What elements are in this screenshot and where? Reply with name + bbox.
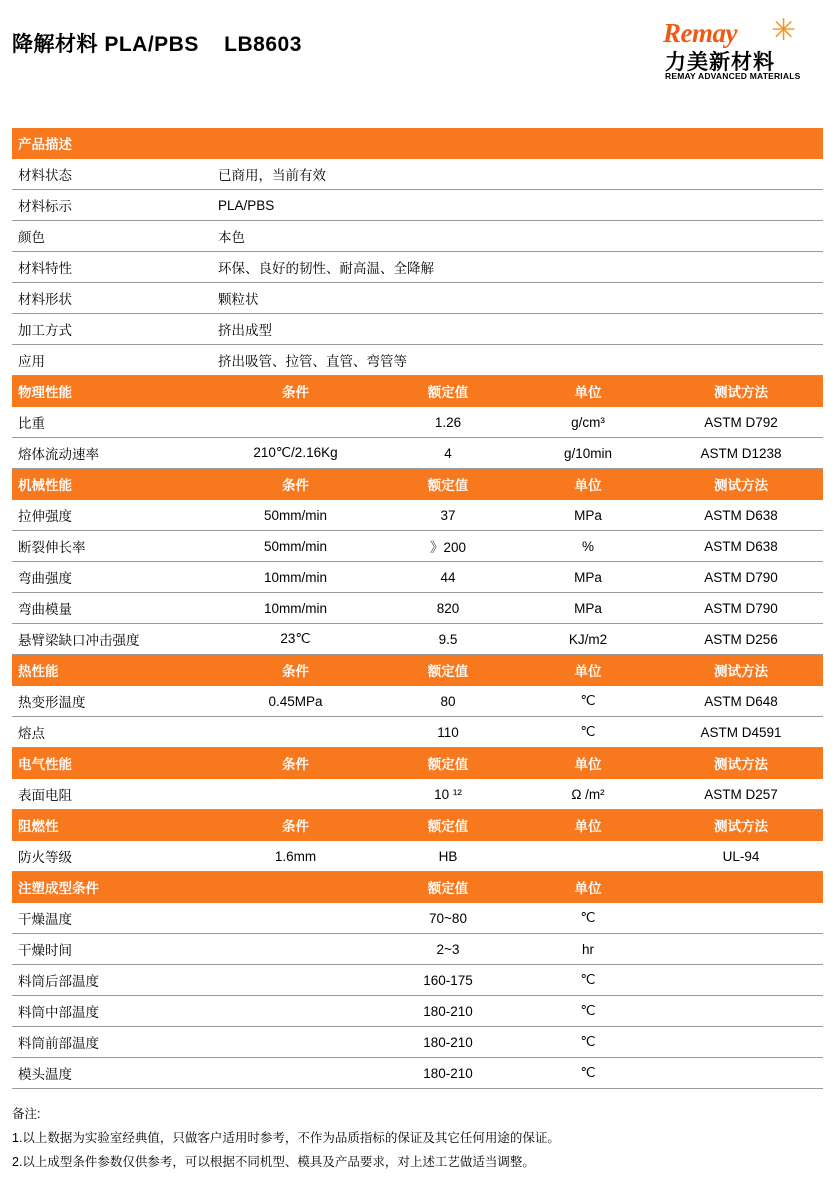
row-method [657, 965, 823, 996]
row-label: 模头温度 [12, 1058, 212, 1089]
row-label: 断裂伸长率 [12, 531, 212, 562]
row-label: 应用 [12, 345, 212, 376]
table-row [12, 283, 823, 314]
row-value: 160-175 [377, 965, 517, 996]
table-row [12, 314, 823, 345]
column-header-method: 测试方法 [657, 655, 823, 686]
row-label: 加工方式 [12, 314, 212, 345]
table-row [12, 903, 823, 934]
row-condition [212, 934, 377, 965]
row-unit: ℃ [517, 903, 657, 934]
section-title: 热性能 [12, 655, 212, 686]
section-title: 物理性能 [12, 376, 212, 407]
note-line: 2.以上成型条件参数仅供参考，可以根据不同机型、模具及产品要求，对上述工艺做适当调整。 [12, 1154, 535, 1169]
row-value: 180-210 [377, 1027, 517, 1058]
section-header-thermal-properties [12, 655, 823, 686]
page-header [0, 0, 837, 100]
column-header-condition: 条件 [212, 810, 377, 841]
section-title: 阻燃性 [12, 810, 212, 841]
section-header-mechanical-properties [12, 469, 823, 500]
row-value: 本色 [212, 221, 823, 252]
column-header-value: 额定值 [377, 655, 517, 686]
row-value: 颗粒状 [212, 283, 823, 314]
row-condition: 50mm/min [212, 531, 377, 562]
row-condition: 10mm/min [212, 593, 377, 624]
row-label: 比重 [12, 407, 212, 438]
column-header-value: 额定值 [377, 469, 517, 500]
section-header-electrical-properties [12, 748, 823, 779]
row-label: 材料标示 [12, 190, 212, 221]
column-header-condition: 条件 [212, 748, 377, 779]
row-value: 挤出成型 [212, 314, 823, 345]
row-unit: g/10min [517, 438, 657, 469]
row-unit: ℃ [517, 965, 657, 996]
row-condition [212, 717, 377, 748]
row-label: 料筒中部温度 [12, 996, 212, 1027]
row-value: 80 [377, 686, 517, 717]
table-row [12, 407, 823, 438]
row-label: 防火等级 [12, 841, 212, 872]
row-value: 820 [377, 593, 517, 624]
column-header-unit: 单位 [517, 748, 657, 779]
column-header-condition: 条件 [212, 469, 377, 500]
table-row [12, 1027, 823, 1058]
column-header-value: 额定值 [377, 376, 517, 407]
row-condition [212, 407, 377, 438]
column-header-value: 额定值 [377, 748, 517, 779]
column-header-unit: 单位 [517, 469, 657, 500]
table-row [12, 190, 823, 221]
row-condition: 1.6mm [212, 841, 377, 872]
table-row [12, 779, 823, 810]
row-method [657, 934, 823, 965]
row-method: ASTM D257 [657, 779, 823, 810]
row-label: 熔点 [12, 717, 212, 748]
row-label: 材料特性 [12, 252, 212, 283]
row-label: 材料形状 [12, 283, 212, 314]
row-unit: ℃ [517, 717, 657, 748]
table-row [12, 717, 823, 748]
row-value: 180-210 [377, 1058, 517, 1089]
column-header-method: 测试方法 [657, 810, 823, 841]
row-condition: 23℃ [212, 624, 377, 655]
row-method [657, 996, 823, 1027]
section-title: 电气性能 [12, 748, 212, 779]
page-title: 降解材料 PLA/PBS LB8603 [12, 33, 302, 56]
row-value: 4 [377, 438, 517, 469]
section-header-product-description [12, 128, 823, 159]
table-row [12, 624, 823, 655]
logo-english-name: REMAY ADVANCED MATERIALS [665, 71, 801, 81]
row-condition: 0.45MPa [212, 686, 377, 717]
section-title: 产品描述 [12, 128, 823, 159]
logo-brand-text: Remay [663, 18, 737, 48]
row-unit: KJ/m2 [517, 624, 657, 655]
specification-table [12, 128, 823, 1089]
row-value: 180-210 [377, 996, 517, 1027]
row-value: 环保、良好的韧性、耐高温、全降解 [212, 252, 823, 283]
row-condition [212, 779, 377, 810]
row-condition: 10mm/min [212, 562, 377, 593]
row-unit: MPa [517, 593, 657, 624]
row-method: ASTM D256 [657, 624, 823, 655]
column-header-method: 测试方法 [657, 748, 823, 779]
row-unit: ℃ [517, 996, 657, 1027]
row-method: ASTM D638 [657, 531, 823, 562]
row-unit: hr [517, 934, 657, 965]
row-label: 材料状态 [12, 159, 212, 190]
star-icon: ✳ [771, 14, 797, 47]
row-label: 颜色 [12, 221, 212, 252]
section-header-physical-properties [12, 376, 823, 407]
row-value: PLA/PBS [212, 190, 823, 221]
row-label: 料筒前部温度 [12, 1027, 212, 1058]
row-method: ASTM D4591 [657, 717, 823, 748]
company-logo [659, 16, 819, 82]
table-row [12, 593, 823, 624]
row-unit: MPa [517, 562, 657, 593]
column-header-condition: 条件 [212, 655, 377, 686]
row-label: 弯曲强度 [12, 562, 212, 593]
notes-title: 备注: [12, 1107, 41, 1121]
table-row [12, 965, 823, 996]
table-row [12, 345, 823, 376]
row-value: 10 ¹² [377, 779, 517, 810]
row-method: ASTM D790 [657, 562, 823, 593]
column-header-unit: 单位 [517, 655, 657, 686]
table-row [12, 159, 823, 190]
column-header-method: 测试方法 [657, 376, 823, 407]
table-row [12, 531, 823, 562]
row-value: 37 [377, 500, 517, 531]
row-label: 拉伸强度 [12, 500, 212, 531]
row-unit: % [517, 531, 657, 562]
table-row [12, 438, 823, 469]
row-unit: MPa [517, 500, 657, 531]
notes-section [12, 1103, 825, 1174]
row-condition [212, 965, 377, 996]
table-row [12, 841, 823, 872]
row-method: ASTM D792 [657, 407, 823, 438]
row-unit: ℃ [517, 1027, 657, 1058]
table-row [12, 562, 823, 593]
row-label: 料筒后部温度 [12, 965, 212, 996]
row-unit: Ω /m² [517, 779, 657, 810]
row-unit [517, 841, 657, 872]
row-label: 热变形温度 [12, 686, 212, 717]
row-value: 70~80 [377, 903, 517, 934]
row-label: 弯曲模量 [12, 593, 212, 624]
section-title: 机械性能 [12, 469, 212, 500]
row-unit: g/cm³ [517, 407, 657, 438]
table-row [12, 221, 823, 252]
table-row [12, 934, 823, 965]
row-method [657, 1027, 823, 1058]
row-unit: ℃ [517, 1058, 657, 1089]
row-value: 110 [377, 717, 517, 748]
row-method [657, 1058, 823, 1089]
column-header-unit: 单位 [517, 872, 657, 903]
row-method: ASTM D1238 [657, 438, 823, 469]
column-header-value: 额定值 [377, 810, 517, 841]
row-condition [212, 1027, 377, 1058]
row-value: 已商用，当前有效 [212, 159, 823, 190]
row-condition: 210℃/2.16Kg [212, 438, 377, 469]
table-row [12, 500, 823, 531]
row-label: 干燥温度 [12, 903, 212, 934]
row-label: 干燥时间 [12, 934, 212, 965]
table-row [12, 1058, 823, 1089]
column-header-unit: 单位 [517, 810, 657, 841]
note-line: 1.以上数据为实验室经典值，只做客户适用时参考，不作为品质指标的保证及其它任何用途的保证。 [12, 1130, 560, 1145]
row-method [657, 903, 823, 934]
row-value: 挤出吸管、拉管、直管、弯管等 [212, 345, 823, 376]
column-header-unit: 单位 [517, 376, 657, 407]
column-header-value: 额定值 [377, 872, 517, 903]
row-method: ASTM D648 [657, 686, 823, 717]
row-unit: ℃ [517, 686, 657, 717]
row-method: ASTM D638 [657, 500, 823, 531]
row-value: 1.26 [377, 407, 517, 438]
row-value: 》200 [377, 531, 517, 562]
column-header-method: 测试方法 [657, 469, 823, 500]
row-value: HB [377, 841, 517, 872]
row-label: 表面电阻 [12, 779, 212, 810]
row-condition [212, 903, 377, 934]
section-header-flame-retardancy [12, 810, 823, 841]
row-condition [212, 1058, 377, 1089]
row-condition [212, 996, 377, 1027]
section-title: 注塑成型条件 [12, 872, 377, 903]
table-row [12, 686, 823, 717]
row-value: 2~3 [377, 934, 517, 965]
column-header-method [657, 872, 823, 903]
row-value: 44 [377, 562, 517, 593]
row-method: ASTM D790 [657, 593, 823, 624]
row-method: UL-94 [657, 841, 823, 872]
table-row [12, 996, 823, 1027]
row-value: 9.5 [377, 624, 517, 655]
section-header-injection-molding-conditions [12, 872, 823, 903]
table-row [12, 252, 823, 283]
row-condition: 50mm/min [212, 500, 377, 531]
row-label: 熔体流动速率 [12, 438, 212, 469]
logo-chinese-name: 力美新材料 [665, 51, 775, 74]
row-label: 悬臂梁缺口冲击强度 [12, 624, 212, 655]
column-header-condition: 条件 [212, 376, 377, 407]
